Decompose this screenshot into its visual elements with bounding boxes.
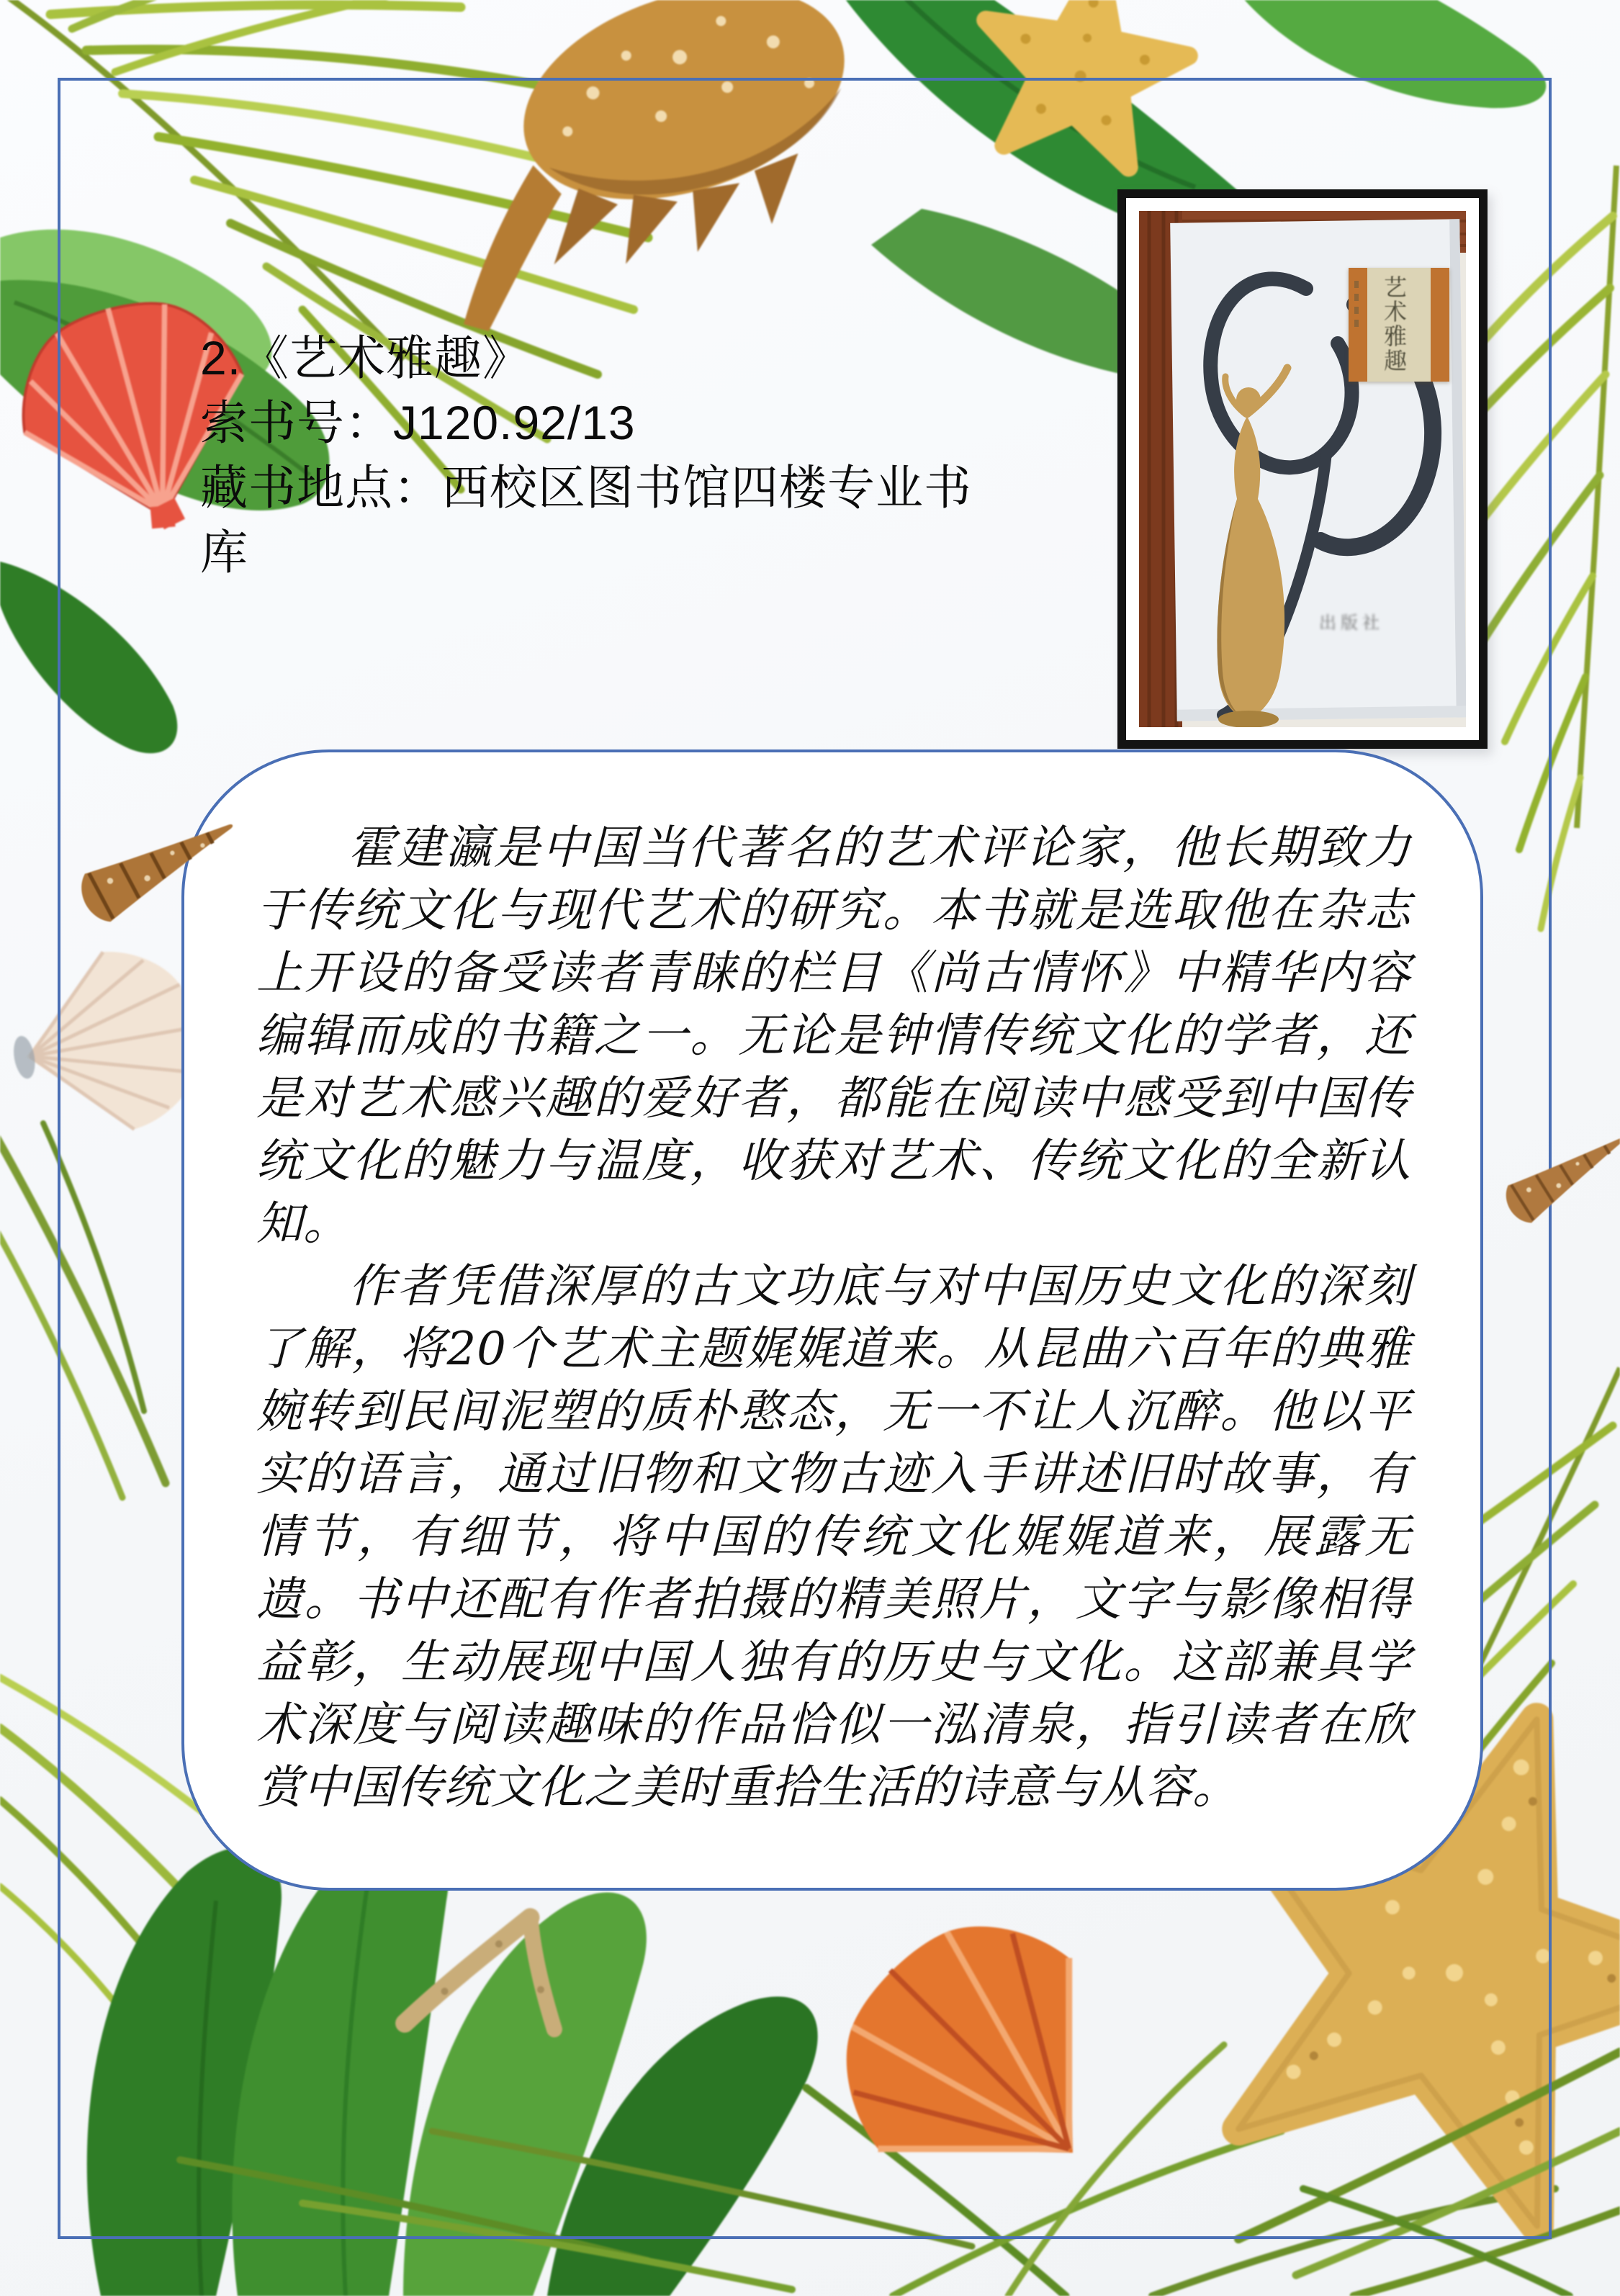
description-paragraph-1: 霍建瀛是中国当代著名的艺术评论家，他长期致力于传统文化与现代艺术的研究。本书就是选取他在杂志上开设的备受读者青睐的栏目《尚古情怀》中精华内容编辑而成的书籍之一。无论是钟情传统文化的学者，还是对艺术感兴趣的爱好者，都能在阅读中感受到中国传统文化的魅力与温度，收获对艺术、传统文化的全新认知。 bbox=[256, 821, 1411, 1251]
book-cover-publisher-text: 出版社 bbox=[1319, 613, 1384, 633]
call-number-value: J120.92/13 bbox=[393, 396, 636, 449]
auger-shell-right-icon bbox=[1499, 1120, 1620, 1228]
location-value: 西校区图书馆四楼专业书库 bbox=[200, 461, 972, 579]
book-cover-title-text: 艺术雅趣 bbox=[1381, 275, 1407, 373]
book-index: 2. bbox=[200, 331, 242, 384]
description-paragraph-2: 作者凭借深厚的古文功底与对中国历史文化的深刻了解，将20个艺术主题娓娓道来。从昆曲六百年的典雅婉转到民间泥塑的质朴憨态，无一不让人沉醉。他以平实的语言，通过旧物和文物古迹入手讲述旧时故事，有情节，有细节，将中国的传统文化娓娓道来，展露无遗。书中还配有作者拍摄的精美照片，文字与影像相得益彰，生动展现中国人独有的历史与文化。这部兼具学术深度与阅读趣味的作品恰似一泓清泉，指引读者在欣赏中国传统文化之美时重拾生活的诗意与从容。 bbox=[256, 1260, 1411, 1814]
location-label: 藏书地点： bbox=[200, 461, 441, 514]
book-title: 《艺术雅趣》 bbox=[241, 331, 531, 384]
auger-shell-left-icon bbox=[73, 802, 246, 928]
call-number-label: 索书号： bbox=[200, 396, 393, 449]
